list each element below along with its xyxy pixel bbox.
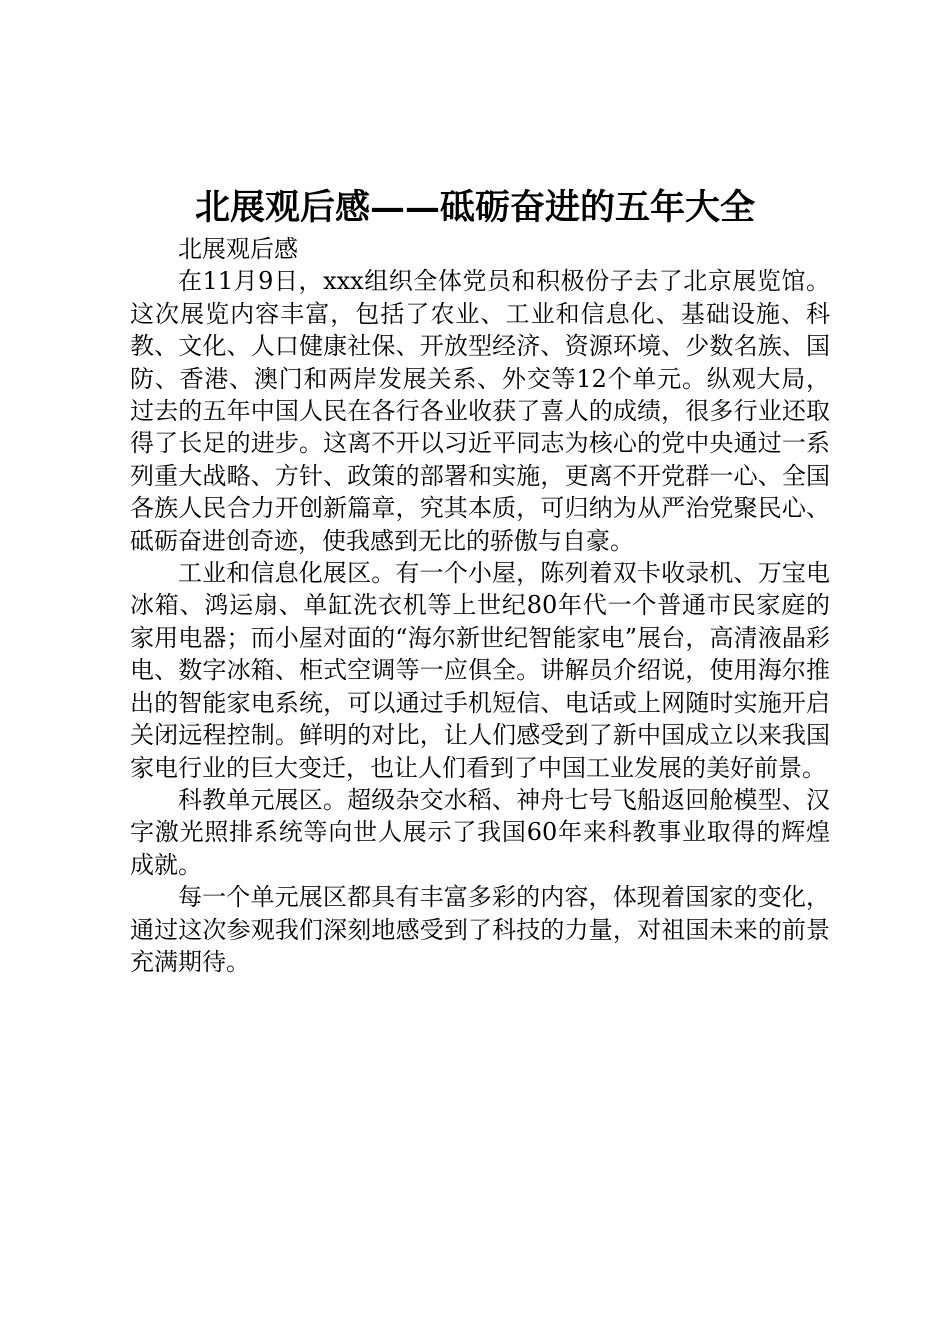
document-body bbox=[130, 233, 830, 978]
paragraph: 在11月9日，xxx组织全体党员和积极份子去了北京展览馆。这次展览内容丰富，包括了农业、工业和信息化、基础设施、科教、文化、人口健康社保、开放型经济、资源环境、少数名族、国防、香港、澳门和两岸发展关系、外交等12个单元。纵观大局，过去的五年中国人民在各行各业收获了喜人的成绩，很多行业还取得了长足的进步。这离不开以习近平同志为核心的党中央通过一系列重大战略、方针、政策的部署和实施，更离不开党群一心、全国各族人民合力开创新篇章，究其本质，可归纳为从严治党聚民心、砥砺奋进创奇迹，使我感到无比的骄傲与自豪。 bbox=[130, 267, 830, 555]
document-title: 北展观后感——砥砺奋进的五年大全 bbox=[194, 187, 755, 228]
paragraph: 每一个单元展区都具有丰富多彩的内容，体现着国家的变化，通过这次参观我们深刻地感受到了科技的力量，对祖国未来的前景充满期待。 bbox=[130, 883, 830, 976]
paragraph: 科教单元展区。超级杂交水稻、神舟七号飞船返回舱模型、汉字激光照排系统等向世人展示了我国60年来科教事业取得的辉煌成就。 bbox=[130, 785, 830, 879]
paragraph: 工业和信息化展区。有一个小屋，陈列着双卡收录机、万宝电冰箱、鸿运扇、单缸洗衣机等上世纪80年代一个普通市民家庭的家用电器；而小屋对面的“海尔新世纪智能家电”展台，高清液晶彩电、数字冰箱、柜式空调等一应俱全。讲解员介绍说，使用海尔推出的智能家电系统，可以通过手机短信、电话或上网随时实施开启关闭远程控制。鲜明的对比，让人们感受到了新中国成立以来我国家电行业的巨大变迁，也让人们看到了中国工业发展的美好前景。 bbox=[130, 559, 830, 782]
document-subtitle: 北展观后感 bbox=[178, 235, 298, 263]
